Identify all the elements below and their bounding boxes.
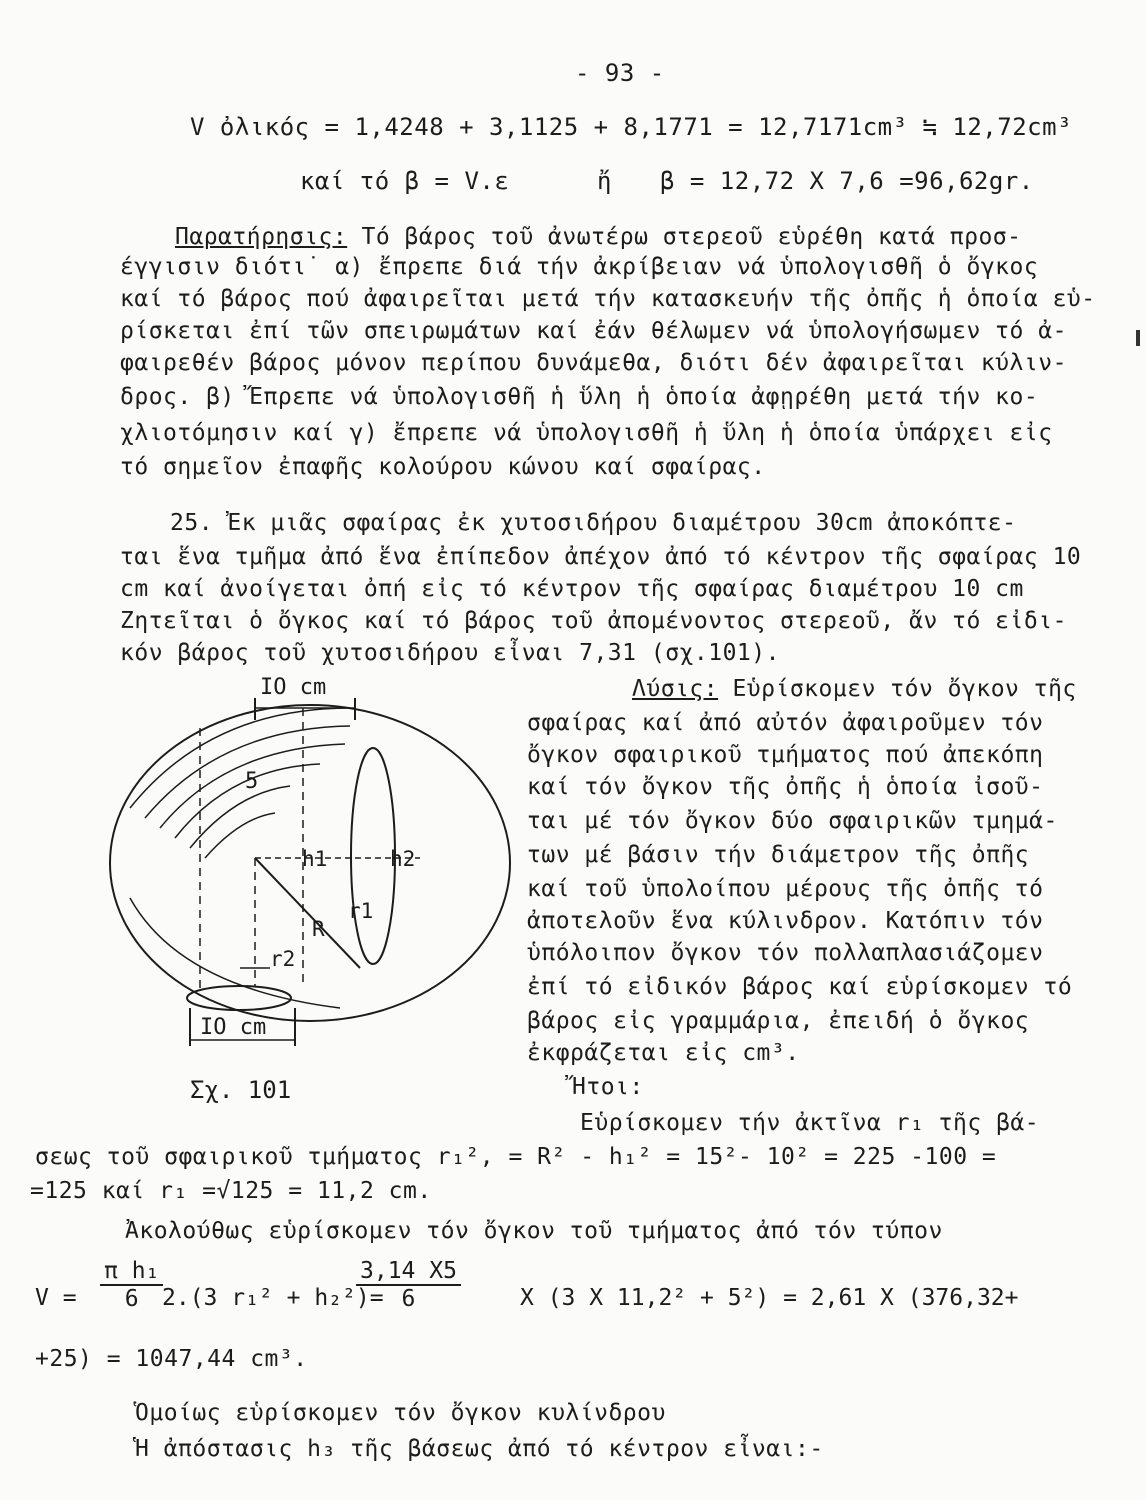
problem-line-2: ται ἕνα τμῆμα ἀπό ἕνα ἐπίπεδον ἀπέχον ἀπό τό κέντρον τῆς σφαίρας 10 bbox=[120, 544, 1082, 570]
radius-equation-2: =125 καί r₁ =√125 = 11,2 cm. bbox=[30, 1178, 432, 1204]
weight-formula: καί τό β = V.ε bbox=[300, 167, 510, 195]
solution-line-3: ὄγκον σφαιρικοῦ τμήματος πού ἀπεκόπη bbox=[527, 742, 1044, 768]
remark-line-6: δρος. β) Ἔπρεπε νά ὑπολογισθῆ ἡ ὕλη ἡ ὁποία ἀφῃρέθη μετά τήν κο- bbox=[120, 384, 1039, 410]
bottom-dimension-label: IO cm bbox=[200, 1015, 267, 1040]
solution-line-12: ἐκφράζεται εἰς cm³. bbox=[527, 1040, 800, 1066]
remark-line-8: τό σημεῖον ἐπαφῆς κολούρου κώνου καί σφαίρας. bbox=[120, 454, 766, 480]
remark-line-1 bbox=[175, 222, 1022, 252]
similar-line: Ὁμοίως εὑρίσκομεν τόν ὄγκον κυλίνδρου bbox=[135, 1400, 666, 1426]
hole-base-ellipse bbox=[187, 986, 291, 1010]
fraction-1-denominator: 6 bbox=[124, 1286, 139, 1312]
fraction-1-numerator: π h₁ bbox=[100, 1258, 163, 1286]
solution-line-1 bbox=[632, 674, 1077, 704]
next-step-line: Ἀκολούθως εὑρίσκομεν τόν ὄγκον τοῦ τμήματος ἀπό τόν τύπον bbox=[125, 1218, 943, 1244]
label-h2: h2 bbox=[390, 847, 416, 871]
find-radius-line: Εὑρίσκομεν τήν ἀκτῖνα r₁ τῆς βά- bbox=[580, 1110, 1040, 1136]
volume-fraction-1 bbox=[100, 1258, 163, 1312]
solution-text: Εὑρίσκομεν τόν ὄγκον τῆς bbox=[718, 676, 1077, 702]
volume-continuation: +25) = 1047,44 cm³. bbox=[35, 1346, 308, 1372]
volume-rhs: X (3 X 11,2² + 5²) = 2,61 X (376,32+ bbox=[520, 1285, 1019, 1311]
solution-line-7: καί τοῦ ὑπολοίπου μέρους τῆς ὀπῆς τό bbox=[527, 876, 1044, 902]
radius-equation-1: σεως τοῦ σφαιρικοῦ τμήματος r₁², = R² - h₁² = 15²- 10² = 225 -100 = bbox=[35, 1144, 997, 1170]
remark-line-4: ρίσκεται ἐπί τῶν σπειρωμάτων καί ἐάν θέλωμεν νά ὑπολογήσωμεν τό ἀ- bbox=[120, 318, 1067, 344]
label-R: R bbox=[312, 917, 325, 941]
solution-line-11: βάρος εἰς γραμμάρια, ἐπειδή ὁ ὄγκος bbox=[527, 1008, 1030, 1034]
solution-line-10: ἐπί τό εἰδικόν βάρος καί εὑρίσκομεν τό bbox=[527, 974, 1073, 1000]
solution-label: Λύσις: bbox=[632, 676, 719, 702]
cut-plane-ellipse bbox=[351, 748, 395, 964]
solution-line-2: σφαίρας καί ἀπό αὐτόν ἀφαιροῦμεν τόν bbox=[527, 710, 1044, 736]
label-r2: r2 bbox=[270, 947, 296, 971]
problem-line-3: cm καί ἀνοίγεται ὀπή εἰς τό κέντρον τῆς σφαίρας διαμέτρου 10 cm bbox=[120, 576, 1024, 602]
page-number: - 93 - bbox=[575, 59, 665, 87]
label-h1: h1 bbox=[302, 847, 328, 871]
fraction-2-denominator: 6 bbox=[401, 1286, 416, 1312]
figure-101-sphere-diagram bbox=[90, 668, 530, 1108]
weight-or: ἤ bbox=[597, 167, 612, 195]
top-dimension-label: IO cm bbox=[260, 675, 327, 700]
figure-caption: Σχ. 101 bbox=[190, 1076, 292, 1104]
solution-line-8: ἀποτελοῦν ἕνα κύλινδρον. Κατόπιν τόν bbox=[527, 908, 1044, 934]
problem-line-5: κόν βάρος τοῦ χυτοσιδήρου εἶναι 7,31 (σχ.101). bbox=[120, 640, 780, 666]
solution-line-9: ὑπόλοιπον ὄγκον τόν πολλαπλασιάζομεν bbox=[527, 940, 1044, 966]
volume-fraction-2 bbox=[356, 1258, 461, 1312]
volume-lhs: V = bbox=[35, 1285, 77, 1311]
solution-line-4: καί τόν ὄγκον τῆς ὀπῆς ἡ ὁποία ἰσοῦ- bbox=[527, 774, 1044, 800]
label-5: 5 bbox=[245, 769, 259, 794]
fraction-2-numerator: 3,14 X5 bbox=[356, 1258, 461, 1286]
remark-line-7: χλιοτόμησιν καί γ) ἔπρεπε νά ὑπολογισθῆ ἡ ὕλη ἡ ὁποία ὑπάρχει εἰς bbox=[120, 420, 1053, 446]
label-r1: r1 bbox=[348, 899, 374, 923]
volume-total-equation: V ὀλικός = 1,4248 + 3,1125 + 8,1771 = 12,7171cm³ ≒ 12,72cm³ bbox=[190, 113, 1073, 141]
solution-line-5: ται μέ τόν ὄγκον δύο σφαιρικῶν τμημά- bbox=[527, 808, 1058, 834]
distance-line: Ἡ ἀπόστασις h₃ τῆς βάσεως ἀπό τό κέντρον εἶναι:- bbox=[135, 1436, 824, 1462]
problem-line-4: Ζητεῖται ὁ ὄγκος καί τό βάρος τοῦ ἀπομένοντος στερεοῦ, ἄν τό εἰδι- bbox=[120, 608, 1067, 634]
remark-text: Τό βάρος τοῦ ἀνωτέρω στερεοῦ εὑρέθη κατά προσ- bbox=[347, 224, 1022, 250]
remark-line-2: έγγισιν διότι˙ α) ἔπρεπε διά τήν ἀκρίβειαν νά ὑπολογισθῆ ὁ ὄγκος bbox=[120, 254, 1039, 280]
problem-line-1: 25. Ἐκ μιᾶς σφαίρας ἐκ χυτοσιδήρου διαμέτρου 30cm ἀποκόπτε- bbox=[170, 510, 1017, 536]
solution-line-6: των μέ βάσιν τήν διάμετρον τῆς ὀπῆς bbox=[527, 842, 1030, 868]
scan-mark bbox=[1136, 330, 1140, 346]
remark-line-5: φαιρεθέν βάρος μόνον περίπου δυνάμεθα, διότι δέν ἀφαιρεῖται κύλιν- bbox=[120, 350, 1067, 376]
etoi: Ἤτοι: bbox=[572, 1074, 644, 1100]
weight-result: β = 12,72 X 7,6 =96,62gr. bbox=[660, 167, 1034, 195]
remark-line-3: καί τό βάρος πού ἀφαιρεῖται μετά τήν κατασκευήν τῆς ὀπῆς ἡ ὁποία εὑ- bbox=[120, 286, 1096, 312]
remark-label: Παρατήρησις: bbox=[175, 224, 348, 250]
volume-middle: 2.(3 r₁² + h₂²)= bbox=[162, 1285, 384, 1311]
